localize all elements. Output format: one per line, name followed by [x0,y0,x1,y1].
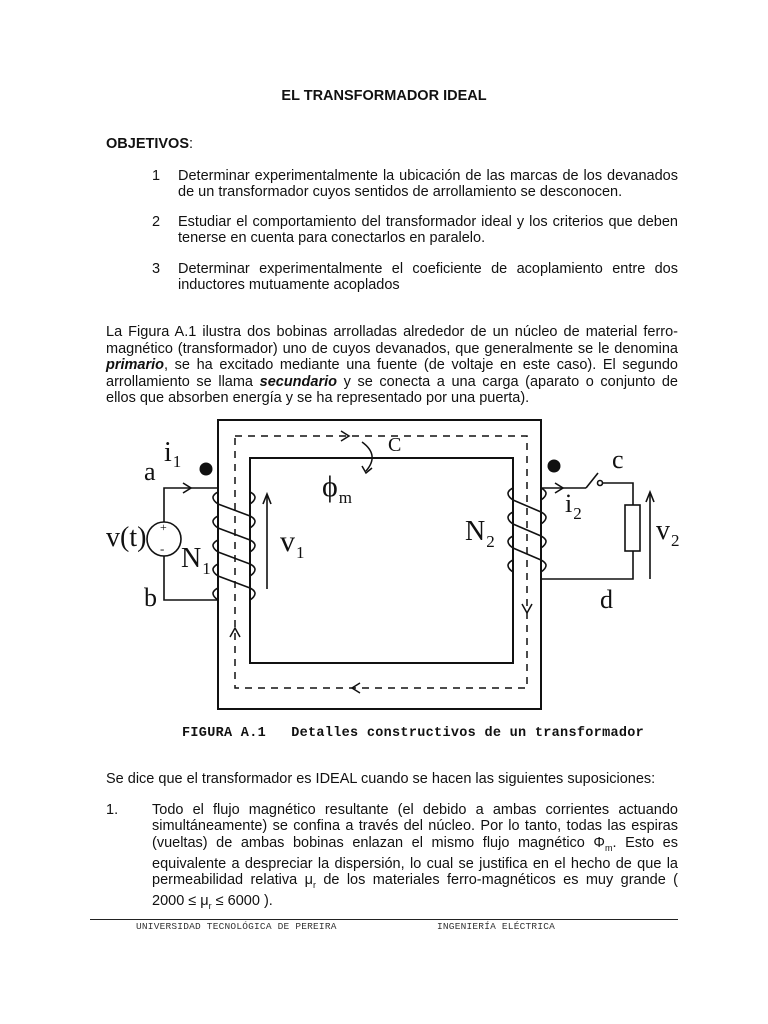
objectives-heading-label: OBJETIVOS [106,136,189,152]
label-N2: $N_2$ [465,516,495,551]
polarity-dot-primary [200,463,213,476]
objective-number: 1 [152,168,161,184]
assumptions-intro: Se dice que el transformador es IDEAL cuando se hacen las siguientes suposiciones: [106,771,656,787]
core-inner [250,458,513,663]
label-d: d [600,585,613,614]
secondary-circuit [541,473,640,579]
objectives-heading-colon: : [189,136,194,152]
label-N1: $N_1$ [181,543,211,578]
label-minus: - [160,541,165,556]
objective-text: Determinar experimentalmente el coeficiente de acoplamiento entre dos inductores mutuamente acoplados [178,261,678,293]
objectives-heading [106,136,193,152]
assumption-text: Todo el flujo magnético resultante (el debido a ambas corrientes actuando simultáneamente) se confina a través del núcleo. Por lo tanto, todas las espiras (vueltas) de ambas bobinas enlazan el mismo flujo magnético $\Phi_m$. Esto es equivalente a despreciar la dispersión, lo cual se justifica en el hecho de que la permeabilidad relativa $\mu_r$ de los materiales ferro-magnéticos es muy grande ( $2000 \le \mu_r \le 6000$ ). [152,802,678,912]
transformer-figure [90,412,700,716]
term-secundario: secundario [259,373,337,390]
objective-number: 2 [152,214,161,230]
label-vt: v(t) [106,522,147,553]
figure-caption: FIGURA A.1 Detalles constructivos de un transformador [182,726,645,741]
label-core-C: C [388,434,402,456]
label-v2: $v_2$ [656,515,680,550]
primary-circuit [147,483,218,600]
assumption-number: 1. [106,802,119,818]
objective-number: 3 [152,261,161,277]
label-v1: $v_1$ [280,525,305,562]
label-b: b [144,583,157,612]
phi-pointer [362,442,372,471]
flux-path [235,436,527,688]
footer-rule [90,919,678,920]
polarity-dot-secondary [548,460,561,473]
intro-text-2: , se ha excitado mediante una fuente (de voltaje en este caso). El segundo arrollamiento se llama [106,357,678,390]
label-a: a [144,457,156,486]
intro-paragraph [106,324,678,407]
intro-text-1: La Figura A.1 ilustra dos bobinas arrolladas alrededor de un núcleo de material ferro-magnético (transformador) uno de cuyos devanados, que generalmente se le denomina [106,324,678,357]
label-c: c [612,445,624,474]
objective-text: Determinar experimentalmente la ubicación de las marcas de los devanados de un transformador cuyos sentidos de arrollamiento se desconocen. [178,168,678,200]
intro-text-3: y se conecta a una carga (aparato o conjunto de ellos que absorben energía y se ha representado por una puerta). [106,373,678,407]
primary-coil [213,492,255,600]
objective-text: Estudiar el comportamiento del transformador ideal y los criterios que deben tenerse en cuenta para conectarlos en paralelo. [178,214,678,246]
footer-department: INGENIERÍA ELÉCTRICA [437,921,556,932]
footer-university: UNIVERSIDAD TECNOLÓGICA DE PEREIRA [136,921,337,932]
label-i2: $i_2$ [565,489,582,523]
page-title: EL TRANSFORMADOR IDEAL [281,88,487,104]
label-phi: $\phi_m$ [322,470,353,507]
label-i1: $i_1$ [164,437,182,471]
label-plus: + [160,520,167,534]
term-primario: primario [106,357,165,374]
